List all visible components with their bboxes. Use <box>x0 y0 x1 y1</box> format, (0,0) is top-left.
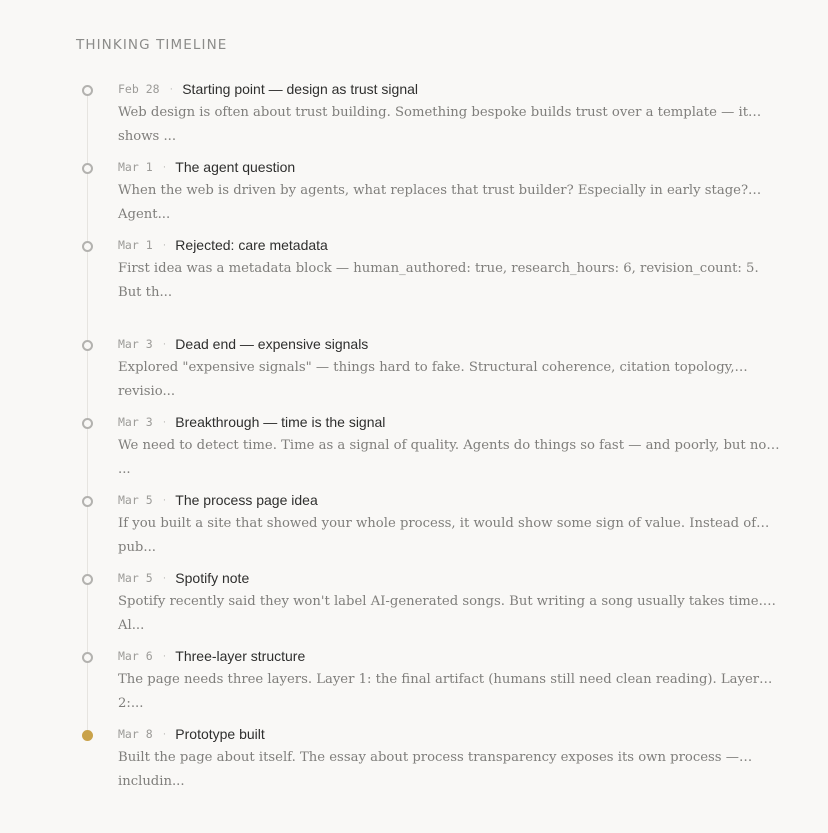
entry-separator: · <box>169 82 174 95</box>
section-title: THINKING TIMELINE <box>76 37 228 53</box>
entry-title: Prototype built <box>175 725 265 742</box>
entry-separator: · <box>162 649 167 662</box>
timeline-dot-icon <box>82 340 93 351</box>
timeline-entry[interactable] <box>0 158 828 233</box>
entry-separator: · <box>162 238 167 251</box>
entry-date: Mar 5 <box>118 570 153 585</box>
entry-title: Breakthrough — time is the signal <box>175 413 386 430</box>
timeline-dot-icon <box>82 574 93 585</box>
entry-excerpt: When the web is driven by agents, what replaces that trust builder? Especially in early stage? Agent... <box>118 183 749 222</box>
entry-excerpt: Built the page about itself. The essay about process transparency exposes its own process — includin... <box>118 750 739 789</box>
entry-separator: · <box>162 571 167 584</box>
entry-title: The process page idea <box>175 491 318 508</box>
entry-header <box>118 413 385 433</box>
entry-header <box>118 569 249 589</box>
entry-separator: · <box>162 727 167 740</box>
entry-header <box>118 80 418 100</box>
entry-excerpt: First idea was a metadata block — human_authored: true, research_hours: 6, revision_count: 5. But th... <box>118 261 759 300</box>
timeline-entry[interactable] <box>0 569 828 644</box>
entry-date: Mar 1 <box>118 237 153 252</box>
timeline-dot-icon <box>82 241 93 252</box>
timeline-entry[interactable] <box>0 80 828 155</box>
entry-date: Mar 3 <box>118 414 153 429</box>
entry-header <box>118 725 265 745</box>
timeline-entry[interactable] <box>0 236 828 341</box>
entry-date: Mar 1 <box>118 159 153 174</box>
timeline-dot-icon <box>82 418 93 429</box>
entry-date: Feb 28 <box>118 81 160 96</box>
entry-separator: · <box>162 493 167 506</box>
entry-header <box>118 158 295 178</box>
timeline-dot-icon <box>82 652 93 663</box>
entry-title: Spotify note <box>175 569 250 586</box>
timeline-dot-icon <box>82 85 93 96</box>
entry-excerpt: Web design is often about trust building. Something bespoke builds trust over a template — it shows ... <box>118 105 748 144</box>
timeline-dot-icon <box>82 496 93 507</box>
entry-title: The agent question <box>175 158 296 175</box>
entry-header <box>118 491 318 511</box>
entry-header <box>118 647 305 667</box>
entry-title: Dead end — expensive signals <box>175 335 369 352</box>
entry-date: Mar 8 <box>118 726 153 741</box>
entry-excerpt: Spotify recently said they won't label AI-generated songs. But writing a song usually takes time. Al... <box>118 594 763 633</box>
entry-excerpt: Explored "expensive signals" — things hard to fake. Structural coherence, citation topology, revisio... <box>118 360 735 399</box>
timeline-entry[interactable] <box>0 647 828 722</box>
entry-separator: · <box>162 415 167 428</box>
entry-excerpt: If you built a site that showed your whole process, it would show some sign of value. Instead of pub... <box>118 516 757 555</box>
entry-header <box>118 335 368 355</box>
entry-excerpt: We need to detect time. Time as a signal of quality. Agents do things so fast — and poorly, but not ... <box>118 438 772 477</box>
entry-date: Mar 6 <box>118 648 153 663</box>
entry-date: Mar 5 <box>118 492 153 507</box>
timeline-entry[interactable] <box>0 413 828 488</box>
entry-date: Mar 3 <box>118 336 153 351</box>
entry-title: Rejected: care metadata <box>175 236 328 253</box>
timeline-entry[interactable] <box>0 725 828 800</box>
timeline-entry[interactable] <box>0 491 828 566</box>
timeline-dot-icon <box>82 163 93 174</box>
timeline-dot-current-icon <box>82 730 93 741</box>
entry-title: Starting point — design as trust signal <box>182 80 419 97</box>
timeline-entry[interactable] <box>0 335 828 410</box>
entry-separator: · <box>162 337 167 350</box>
entry-excerpt: The page needs three layers. Layer 1: the final artifact (humans still need clean reading). Layer 2:... <box>118 672 760 711</box>
entry-title: Three-layer structure <box>175 647 306 664</box>
entry-separator: · <box>162 160 167 173</box>
entry-header <box>118 236 328 256</box>
